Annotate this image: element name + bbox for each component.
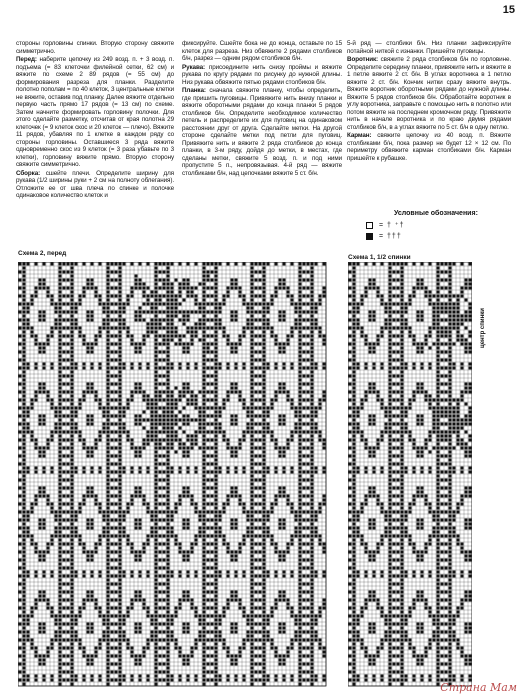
legend-row-empty [366,221,516,229]
paragraph-heading: Воротник: [347,56,379,63]
paragraph-body: свяжите цепочку из 40 возд. п. Вяжите столбиками б/н, пока размер не будет 12 × 12 см. По периметру обвяжите карман столбиками б/н. Карман пришейте к рубашке. [347,132,511,162]
paragraph-heading: Карман: [347,132,372,139]
col1-paragraph [16,170,174,200]
col1-paragraph [16,56,174,169]
filled-cell-icon [366,233,373,240]
paragraph-body: присоедините нить снизу проймы и вяжите рукава по кругу рядами по рисунку до нужной длины. Низ рукава обвяжите пятью рядами столбиков б/н. [182,63,342,86]
text-column-3 [347,40,511,163]
scheme-2-label: Схема 2, перед [18,250,67,257]
empty-cell-icon [366,222,373,229]
legend [366,210,516,240]
paragraph-body: 5-й ряд — столбики б/н. Низ планки зафиксируйте потайной ниткой с изнанки. Пришейте пуговицы. [347,40,511,55]
col3-paragraph [347,40,511,55]
col3-paragraph [347,132,511,162]
paragraph-heading: Сборка: [16,169,41,177]
front-chart-grid [18,262,328,687]
center-back-label: центр спинки [480,308,486,348]
legend-text-empty: = † ⁺† [379,222,405,229]
col3-paragraph [347,56,511,131]
text-column-1 [16,40,174,201]
scheme-1-label: Схема 1, 1/2 спинки [348,254,411,261]
paragraph-body: сшейте плечи. Определите ширину для рукава (1/2 ширины руки + 2 см на полноту облегания). Отложите ее от шва плеча по спинке и полочке одинаковое количество клеток и [16,169,174,199]
col1-paragraph [16,40,174,55]
paragraph-heading: Планка: [182,87,206,94]
page-number: 15 [502,4,515,16]
paragraph-body: наберите цепочку из 249 возд. п. + 3 возд. п. подъема (= 83 клеточки филейной сетки, 62 см) и вяжите по схеме 2 89 рядов (= 55 см) до формирования разреза для планки. Разделите полотно пополам = по 40 клеток, 3 центральные клетки не вяжите, оставив под планку. Далее вяжите отдельно первую часть прямо 17 рядов (= 13 см) по схеме. Затем начните формировать горловину полочки. Для этого сделайте разметку, отсчитав от края полотна 29 клеточек (= 9 клеток скос и 20 клеток — плечо). Вяжите 11 рядов, убавляя по 1 клетке в каждом ряду со стороны горловины. Оставшиеся 3 ряда вяжите одновременно скос из 9 клеток (= 3 раза убавьте по 3 клетки), горловину вяжите прямо. Вторую сторону свяжите симметрично. [16,56,174,168]
front-chart [18,262,328,687]
paragraph-body: фиксируйте. Сшейте бока не до конца, оставьте по 15 клеток для разреза. Низ обвяжите 2 рядами столбиков б/н, разрез — одним рядом столбиков б/н. [182,40,342,62]
text-column-2 [182,40,342,178]
paragraph-heading: Рукава: [182,63,206,71]
paragraph-heading: Перед: [16,56,37,63]
paragraph-body: сначала свяжите планку, чтобы определить, где пришить пуговицы. Привяжите нить внизу планки и вяжите оборотными рядами до конца планки 5 рядов столбиков б/н. Определите необходимое количество петель и распределите их для пуговиц на одинаковом расстоянии друг от друга. Сделайте метки. На другой стороне сделайте метки под петли для пуговиц. Привяжите нить и вяжите 2 ряда столбиков до конца планки, в 3-м ряду, дойдя до метки, в местах, где сделаны метки, свяжите 5 возд. п. и под ними пропустите 5 п., непровязывая. 4-й ряд — вяжите столбиками б/н, над цепочками вяжите 5 ст. б/н. [182,87,342,177]
paragraph-body: стороны горловины спинки. Вторую сторону свяжите симметрично. [16,40,174,55]
col2-paragraph [182,64,342,87]
legend-text-filled: = ††† [379,233,402,240]
legend-row-filled [366,233,516,240]
legend-title: Условные обозначения: [394,210,478,217]
col2-paragraph [182,40,342,63]
watermark-logo: Страна Мам [440,681,517,694]
back-chart [348,262,472,687]
paragraph-body: свяжите 2 ряда столбиков б/н по горловине. Определите середину планки, привяжите нить и вяжите в 1 петле вяжите 2 ст. б/н. В углах воротника в 1 петлю вяжите 2 ст. б/н. Кончик нитки сразу вяжите внутрь. Вяжите воротник оборотными рядами до нужной длины. Вяжите 5 рядов столбиков б/н. Обработайте воротник в углу воротника, заправьте с помощью нить в полотно или потом вяжите на последнем кромочном ряду. Привяжите нить в начале воротника и по краю двумя рядами столбиков б/н, в а углах вяжите по 5 ст. б/н в одну петлю. [347,56,511,131]
col2-paragraph [182,87,342,177]
back-chart-grid [348,262,472,687]
